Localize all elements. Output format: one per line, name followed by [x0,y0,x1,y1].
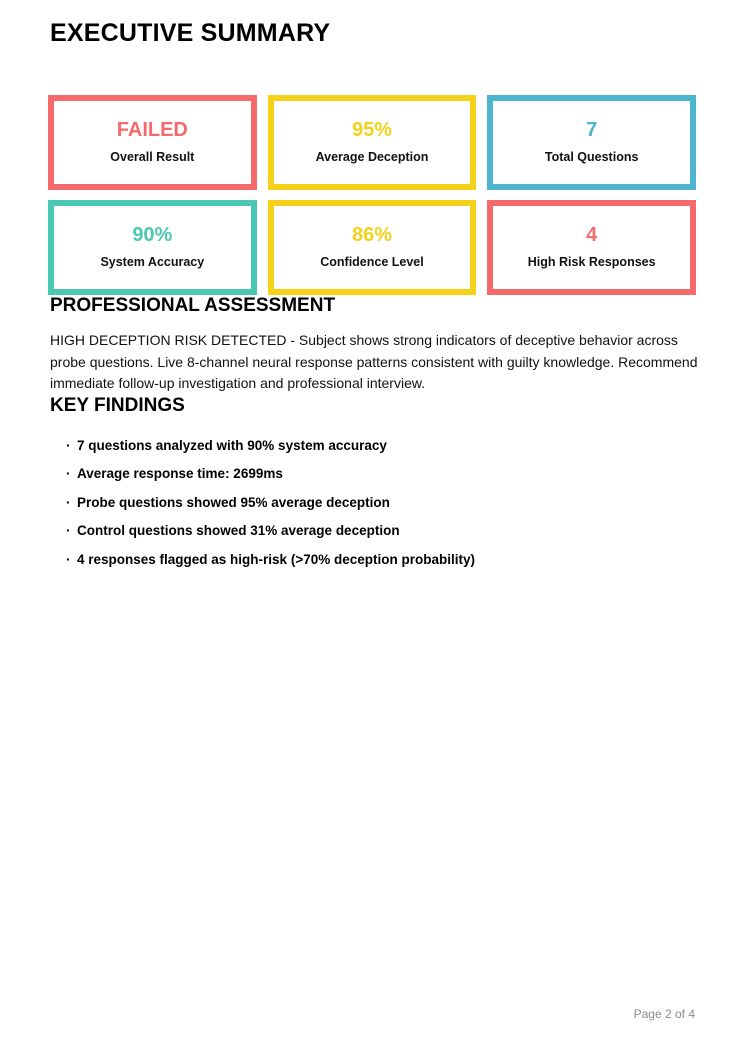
key-finding-item: · Control questions showed 31% average deception [66,522,698,540]
stat-card-grid [48,95,696,295]
stat-value: FAILED [116,119,188,142]
stat-card-total-questions [487,95,696,190]
key-finding-item: · Probe questions showed 95% average deception [66,494,698,512]
stat-value: 4 [586,224,598,247]
stat-card-average-deception [268,95,477,190]
section-heading-professional-assessment: PROFESSIONAL ASSESSMENT [50,294,336,316]
stat-label: High Risk Responses [527,255,656,270]
page-number: Page 2 of 4 [633,1007,695,1021]
stat-label: Average Deception [315,150,429,165]
stat-label: Overall Result [110,150,195,165]
key-findings-list [50,437,698,569]
assessment-paragraph: HIGH DECEPTION RISK DETECTED - Subject shows strong indicators of deceptive behavior across probe questions. Live 8-channel neural response patterns consistent with guilty knowledge. Recommend immediate follow-up investigation and professional interview. [50,332,698,392]
stat-value: 95% [351,119,392,142]
stat-value: 90% [132,224,173,247]
key-finding-item: · 7 questions analyzed with 90% system accuracy [66,437,698,455]
stat-card-system-accuracy [48,200,257,295]
key-finding-item: · Average response time: 2699ms [66,465,698,483]
stat-label: System Accuracy [100,255,205,270]
stat-card-overall-result [48,95,257,190]
stat-card-confidence-level [268,200,477,295]
stat-label: Total Questions [544,150,639,165]
stat-value: 86% [351,224,392,247]
page-title: EXECUTIVE SUMMARY [50,19,331,47]
stat-value: 7 [586,119,598,142]
stat-label: Confidence Level [320,255,424,270]
section-heading-key-findings: KEY FINDINGS [50,394,185,416]
key-finding-item: · 4 responses flagged as high-risk (>70% deception probability) [66,551,698,569]
stat-card-high-risk-responses [487,200,696,295]
